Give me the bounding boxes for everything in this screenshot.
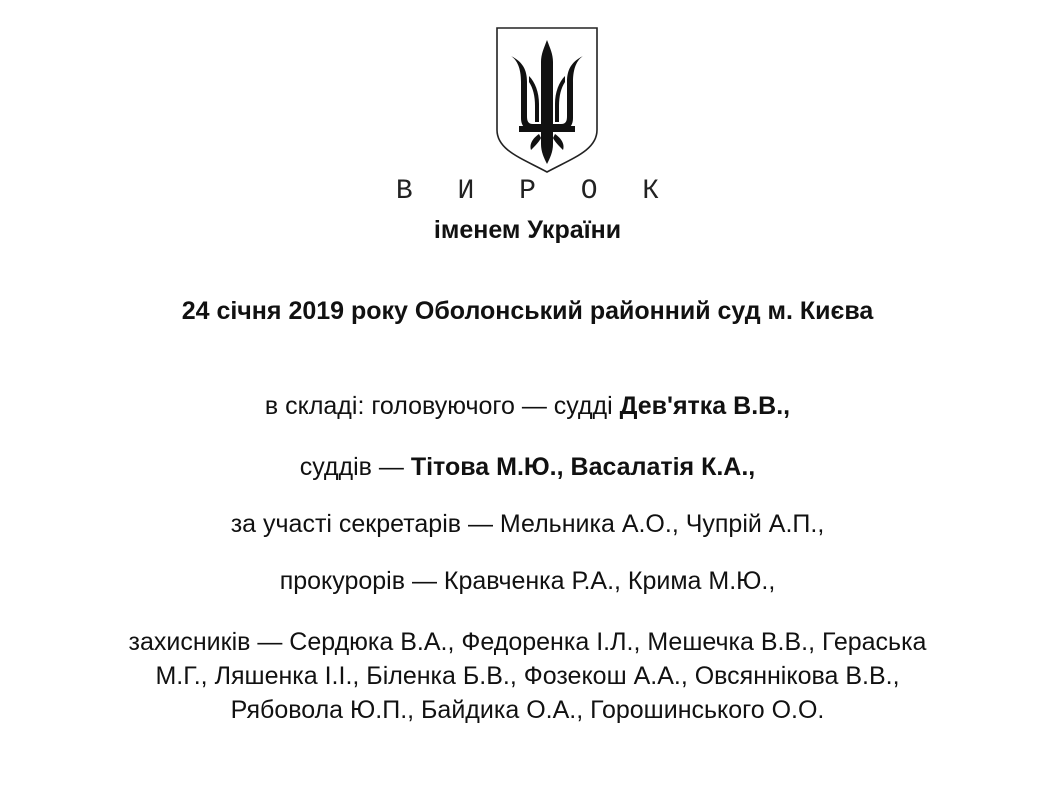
prosecutors-line: прокурорів — Кравченка Р.А., Крима М.Ю., <box>279 567 776 595</box>
tryzub-coat-of-arms-icon <box>495 26 599 174</box>
defenders-line-1: захисників — Сердюка В.А., Федоренка І.Л., Мешечка В.В., Гераська <box>128 628 927 656</box>
verdict-title: В И Р О К <box>395 176 674 207</box>
defenders-paragraph <box>40 625 1015 727</box>
judges-names: Тітова М.Ю., Васалатія К.А., <box>410 453 756 481</box>
defenders-line-2: М.Г., Ляшенка І.І., Біленка Б.В., Фозекош А.А., Овсяннікова В.В., <box>155 662 900 690</box>
date-and-court: 24 січня 2019 року Оболонський районний суд м. Києва <box>181 297 874 325</box>
defenders-line-3: Рябовола Ю.П., Байдика О.А., Горошинського О.О. <box>230 696 825 724</box>
judges-line <box>0 453 1055 482</box>
presiding-judge-prefix: в складі: головуючого — судді <box>264 392 620 420</box>
presiding-judge-line <box>0 392 1055 421</box>
verdict-subtitle: іменем України <box>433 216 622 244</box>
judges-prefix: суддів — <box>299 453 411 481</box>
presiding-judge-name: Дев'ятка В.В., <box>619 392 791 420</box>
secretaries-line: за участі секретарів — Мельника А.О., Чупрій А.П., <box>230 510 825 538</box>
